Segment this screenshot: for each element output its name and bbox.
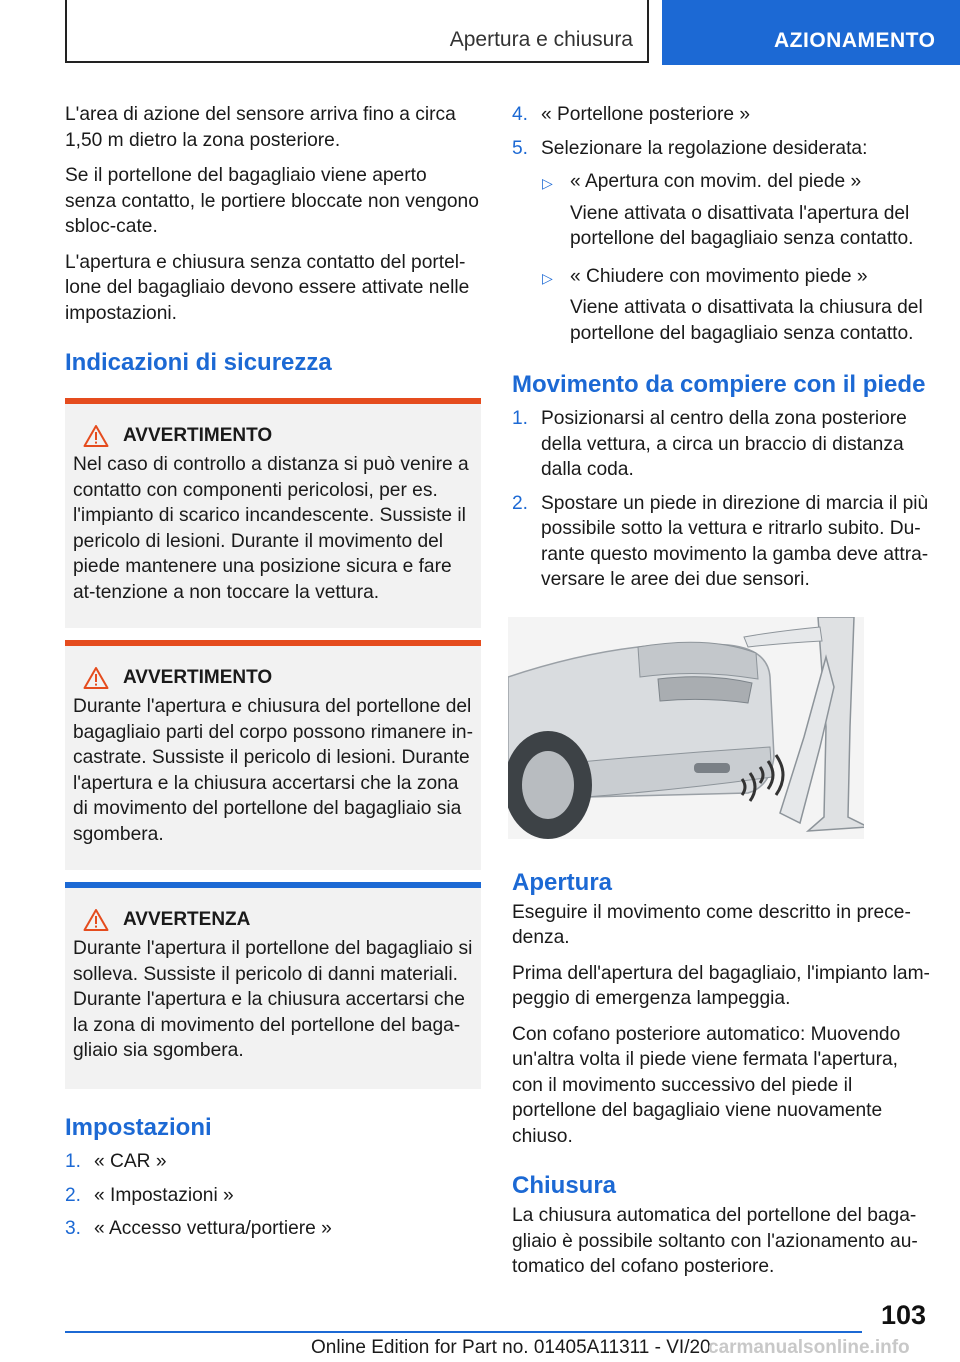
step-number: 1.: [65, 1151, 82, 1172]
footer-edition: Online Edition for Part no. 01405A11311 - VI/20: [311, 1337, 711, 1358]
step-text: Selezionare la regolazione desiderata:: [541, 137, 868, 159]
warning-header: [73, 424, 473, 448]
page-number: 103: [880, 1300, 926, 1330]
intro-paragraph: L'apertura e chiusura senza contatto del portel-lone del bagagliaio devono essere attivate nelle impostazioni.: [65, 251, 470, 324]
left-column: [65, 102, 481, 1250]
warning-box: [65, 640, 481, 870]
triangle-bullet-icon: ▷: [542, 175, 553, 191]
safety-heading: Indicazioni di sicurezza: [65, 349, 332, 376]
opening-heading: Apertura: [512, 868, 613, 896]
movement-step: [512, 406, 930, 483]
option-item: [542, 264, 930, 292]
intro-paragraph: Se il portellone del bagagliaio viene aperto senza contatto, le portiere bloccate non vengono sbloc-cate.: [65, 165, 479, 237]
closing-heading: Chiusura: [512, 1172, 617, 1199]
step-number: 4.: [512, 104, 529, 125]
option-label: « Chiudere con movimento piede »: [570, 265, 868, 287]
warning-header: [73, 666, 473, 690]
settings-step: [65, 1183, 481, 1209]
option-item: [542, 169, 930, 197]
header-chapter-tab: [662, 0, 960, 65]
movement-heading: Movimento da compiere con il piede: [512, 371, 926, 398]
settings-step: [65, 1216, 481, 1242]
foot-gesture-illustration: [508, 617, 864, 839]
warning-triangle-icon: [83, 424, 109, 448]
right-column: [512, 102, 930, 1290]
warning-box: [65, 398, 481, 628]
settings-step: [512, 102, 930, 128]
step-number: 3.: [65, 1218, 82, 1239]
movement-step: [512, 491, 930, 593]
step-text: Spostare un piede in direzione di marcia il più possibile sotto la vettura e ritrarlo subito. Du-rante questo movimento la gamba deve attra-versare le aree dei due sensori.: [541, 492, 929, 590]
opening-paragraph: Eseguire il movimento come descritto in prece-denza.: [512, 901, 911, 948]
step-text: « Accesso vettura/portiere »: [94, 1218, 332, 1239]
step-text: « CAR »: [94, 1151, 167, 1172]
option-label: « Apertura con movim. del piede »: [570, 171, 862, 192]
warning-text: Durante l'apertura e chiusura del portellone del bagagliaio parti del corpo possono rimanere in-castrate. Sussiste il pericolo di lesioni. Durante l'apertura e la chiusura accertarsi che la zona di movimento del portellone del bagagliaio sia sgombera.: [73, 696, 473, 845]
settings-step: [65, 1149, 481, 1175]
warning-text: Nel caso di controllo a distanza si può venire a contatto con componenti pericolosi, per es. l'impianto di scarico incandescente. Sussiste il pericolo di lesioni. Durante il movimento del piede mantenere una posizione sicura e fare at-tenzione a non toccare la vettura.: [73, 454, 469, 603]
option-description: Viene attivata o disattivata l'apertura del portellone del bagagliaio senza contatto.: [570, 202, 914, 249]
triangle-bullet-icon: ▷: [542, 269, 553, 286]
header-section-box: [65, 0, 649, 63]
step-text: « Portellone posteriore »: [541, 104, 751, 125]
step-text: « Impostazioni »: [94, 1184, 234, 1206]
intro-paragraph: L'area di azione del sensore arriva fino a circa 1,50 m dietro la zona posteriore.: [65, 104, 456, 151]
settings-heading: Impostazioni: [65, 1114, 212, 1141]
warning-triangle-icon: [83, 666, 109, 690]
footer-watermark: carmanualsonline.info: [708, 1337, 910, 1358]
step-text: Posizionarsi al centro della zona posteriore della vettura, a circa un braccio di distanza dalla coda.: [541, 408, 907, 480]
step-number: 2.: [65, 1184, 82, 1206]
settings-step: [512, 136, 930, 162]
notice-header: [73, 908, 473, 932]
header-section-title: Apertura e chiusura: [449, 28, 633, 51]
warning-title: AVVERTIMENTO: [123, 667, 273, 688]
warning-title: AVVERTIMENTO: [123, 425, 273, 446]
opening-paragraph: Prima dell'apertura del bagagliaio, l'impianto lam-peggio di emergenza lampeggia.: [512, 962, 930, 1009]
step-number: 2.: [512, 492, 529, 514]
warning-triangle-icon: [83, 908, 109, 932]
footer-divider: [65, 1331, 862, 1333]
notice-text: Durante l'apertura il portellone del bagagliaio si solleva. Sussiste il pericolo di danni materiali. Durante l'apertura e la chiusura accertarsi che la zona di movimento del portellone del baga-gliaio sia sgombera.: [73, 938, 473, 1061]
closing-paragraph: La chiusura automatica del portellone del baga-gliaio è possibile soltanto con l'azionamento au-tomatico del cofano posteriore.: [512, 1205, 918, 1277]
notice-title: AVVERTENZA: [123, 909, 251, 930]
header-chapter-title: AZIONAMENTO: [774, 29, 936, 52]
notice-box: [65, 882, 481, 1089]
option-description: Viene attivata o disattivata la chiusura del portellone del bagagliaio senza contatto.: [570, 297, 923, 344]
opening-paragraph: Con cofano posteriore automatico: Muovendo un'altra volta il piede viene fermata l'apertura, con il movimento successivo del piede il portellone del bagagliaio viene nuovamente chiuso.: [512, 1023, 901, 1147]
step-number: 1.: [512, 408, 529, 429]
step-number: 5.: [512, 137, 529, 159]
